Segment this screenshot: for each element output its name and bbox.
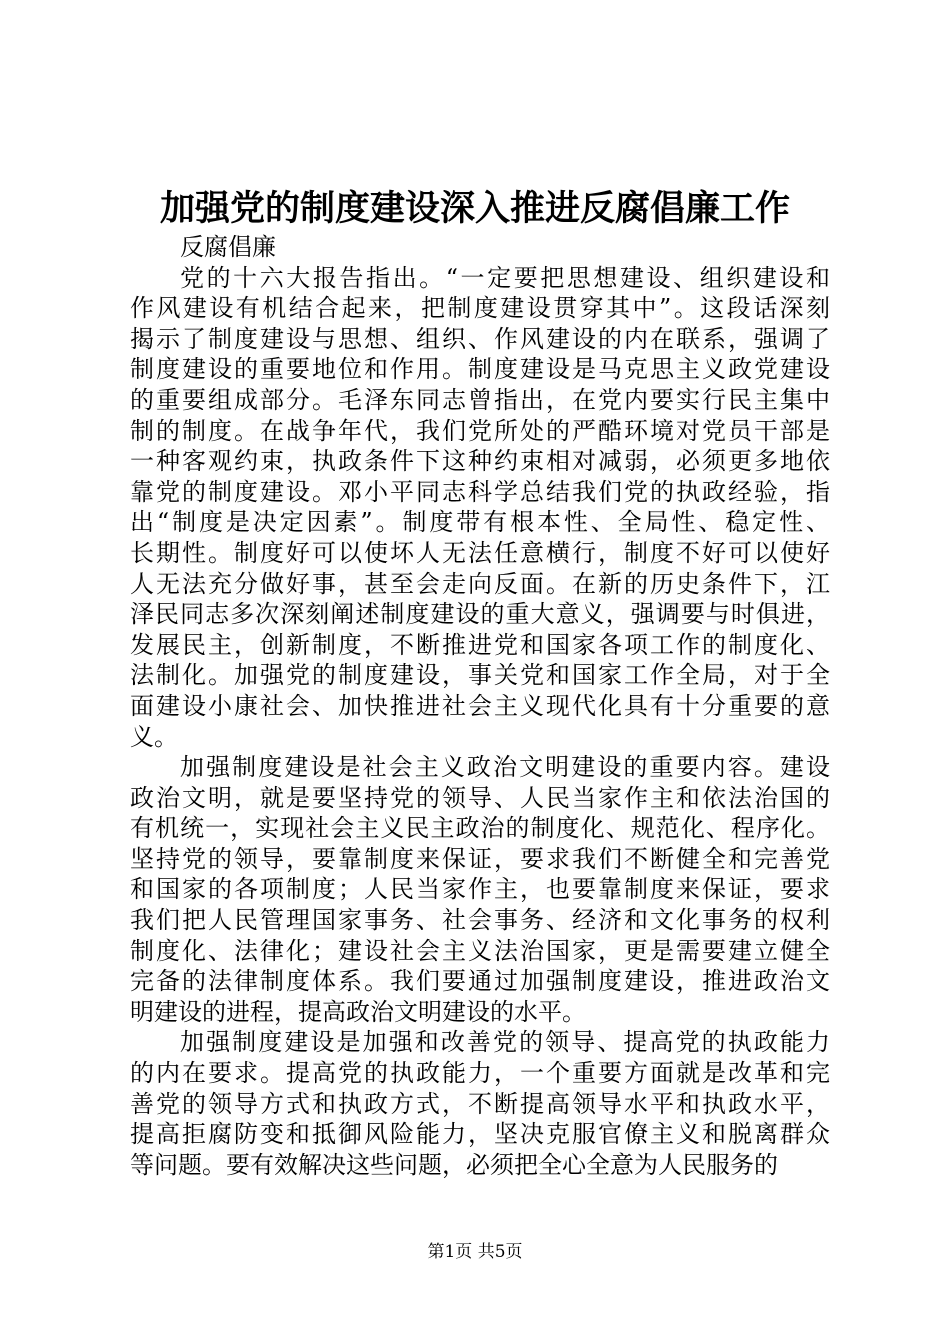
text-line: 泽民同志多次深刻阐述制度建设的重大意义，强调要与时俱进， <box>130 600 830 629</box>
paragraph <box>130 263 830 753</box>
text-line: 等问题。要有效解决这些问题，必须把全心全意为人民服务的 <box>130 1150 778 1179</box>
text-line: 出“制度是决定因素”。制度带有根本性、全局性、稳定性、 <box>130 508 830 537</box>
text-line: 人无法充分做好事，甚至会走向反面。在新的历史条件下，江 <box>130 569 830 598</box>
text-line: 义。 <box>130 722 178 751</box>
paragraph <box>130 1027 830 1180</box>
text-line: 善党的领导方式和执政方式，不断提高领导水平和执政水平， <box>130 1089 830 1118</box>
text-line: 靠党的制度建设。邓小平同志科学总结我们党的执政经验，指 <box>130 477 830 506</box>
page-number-footer: 第1页 共5页 <box>427 1242 523 1262</box>
paragraph <box>130 752 830 1027</box>
text-line: 一种客观约束，执政条件下这种约束相对减弱，必须更多地依 <box>130 447 830 476</box>
text-line: 政治文明，就是要坚持党的领导、人民当家作主和依法治国的 <box>130 783 830 812</box>
text-line: 长期性。制度好可以使坏人无法任意横行，制度不好可以使好 <box>130 538 830 567</box>
text-line: 明建设的进程，提高政治文明建设的水平。 <box>130 997 586 1026</box>
text-line: 揭示了制度建设与思想、组织、作风建设的内在联系，强调了 <box>130 324 830 353</box>
text-line: 法制化。加强党的制度建设，事关党和国家工作全局，对于全 <box>130 661 830 690</box>
document-title: 加强党的制度建设深入推进反腐倡廉工作 <box>159 188 790 229</box>
text-line: 的重要组成部分。毛泽东同志曾指出，在党内要实行民主集中 <box>130 385 830 414</box>
text-line: 完备的法律制度体系。我们要通过加强制度建设，推进政治文 <box>130 967 830 996</box>
text-line: 发展民主，创新制度，不断推进党和国家各项工作的制度化、 <box>130 630 830 659</box>
text-line: 制度建设的重要地位和作用。制度建设是马克思主义政党建设 <box>130 355 830 384</box>
document-body <box>130 232 830 1180</box>
paragraph-container <box>130 263 830 1181</box>
text-line: 的内在要求。提高党的执政能力，一个重要方面就是改革和完 <box>130 1059 830 1088</box>
document-subtitle: 反腐倡廉 <box>180 233 276 261</box>
text-line: 党的十六大报告指出。“一定要把思想建设、组织建设和 <box>180 263 830 292</box>
text-line: 制度化、法律化；建设社会主义法治国家，更是需要建立健全 <box>130 936 830 965</box>
text-line: 面建设小康社会、加快推进社会主义现代化具有十分重要的意 <box>130 691 830 720</box>
text-line: 提高拒腐防变和抵御风险能力，坚决克服官僚主义和脱离群众 <box>130 1120 830 1149</box>
text-line: 有机统一，实现社会主义民主政治的制度化、规范化、程序化。 <box>130 814 830 843</box>
text-line: 坚持党的领导，要靠制度来保证，要求我们不断健全和完善党 <box>130 844 830 873</box>
text-line: 加强制度建设是加强和改善党的领导、提高党的执政能力 <box>180 1028 830 1057</box>
text-line: 我们把人民管理国家事务、社会事务、经济和文化事务的权利 <box>130 906 830 935</box>
text-line: 制的制度。在战争年代，我们党所处的严酷环境对党员干部是 <box>130 416 830 445</box>
text-line: 加强制度建设是社会主义政治文明建设的重要内容。建设 <box>180 753 830 782</box>
text-line: 和国家的各项制度；人民当家作主，也要靠制度来保证，要求 <box>130 875 830 904</box>
text-line: 作风建设有机结合起来，把制度建设贯穿其中”。这段话深刻 <box>130 294 830 323</box>
